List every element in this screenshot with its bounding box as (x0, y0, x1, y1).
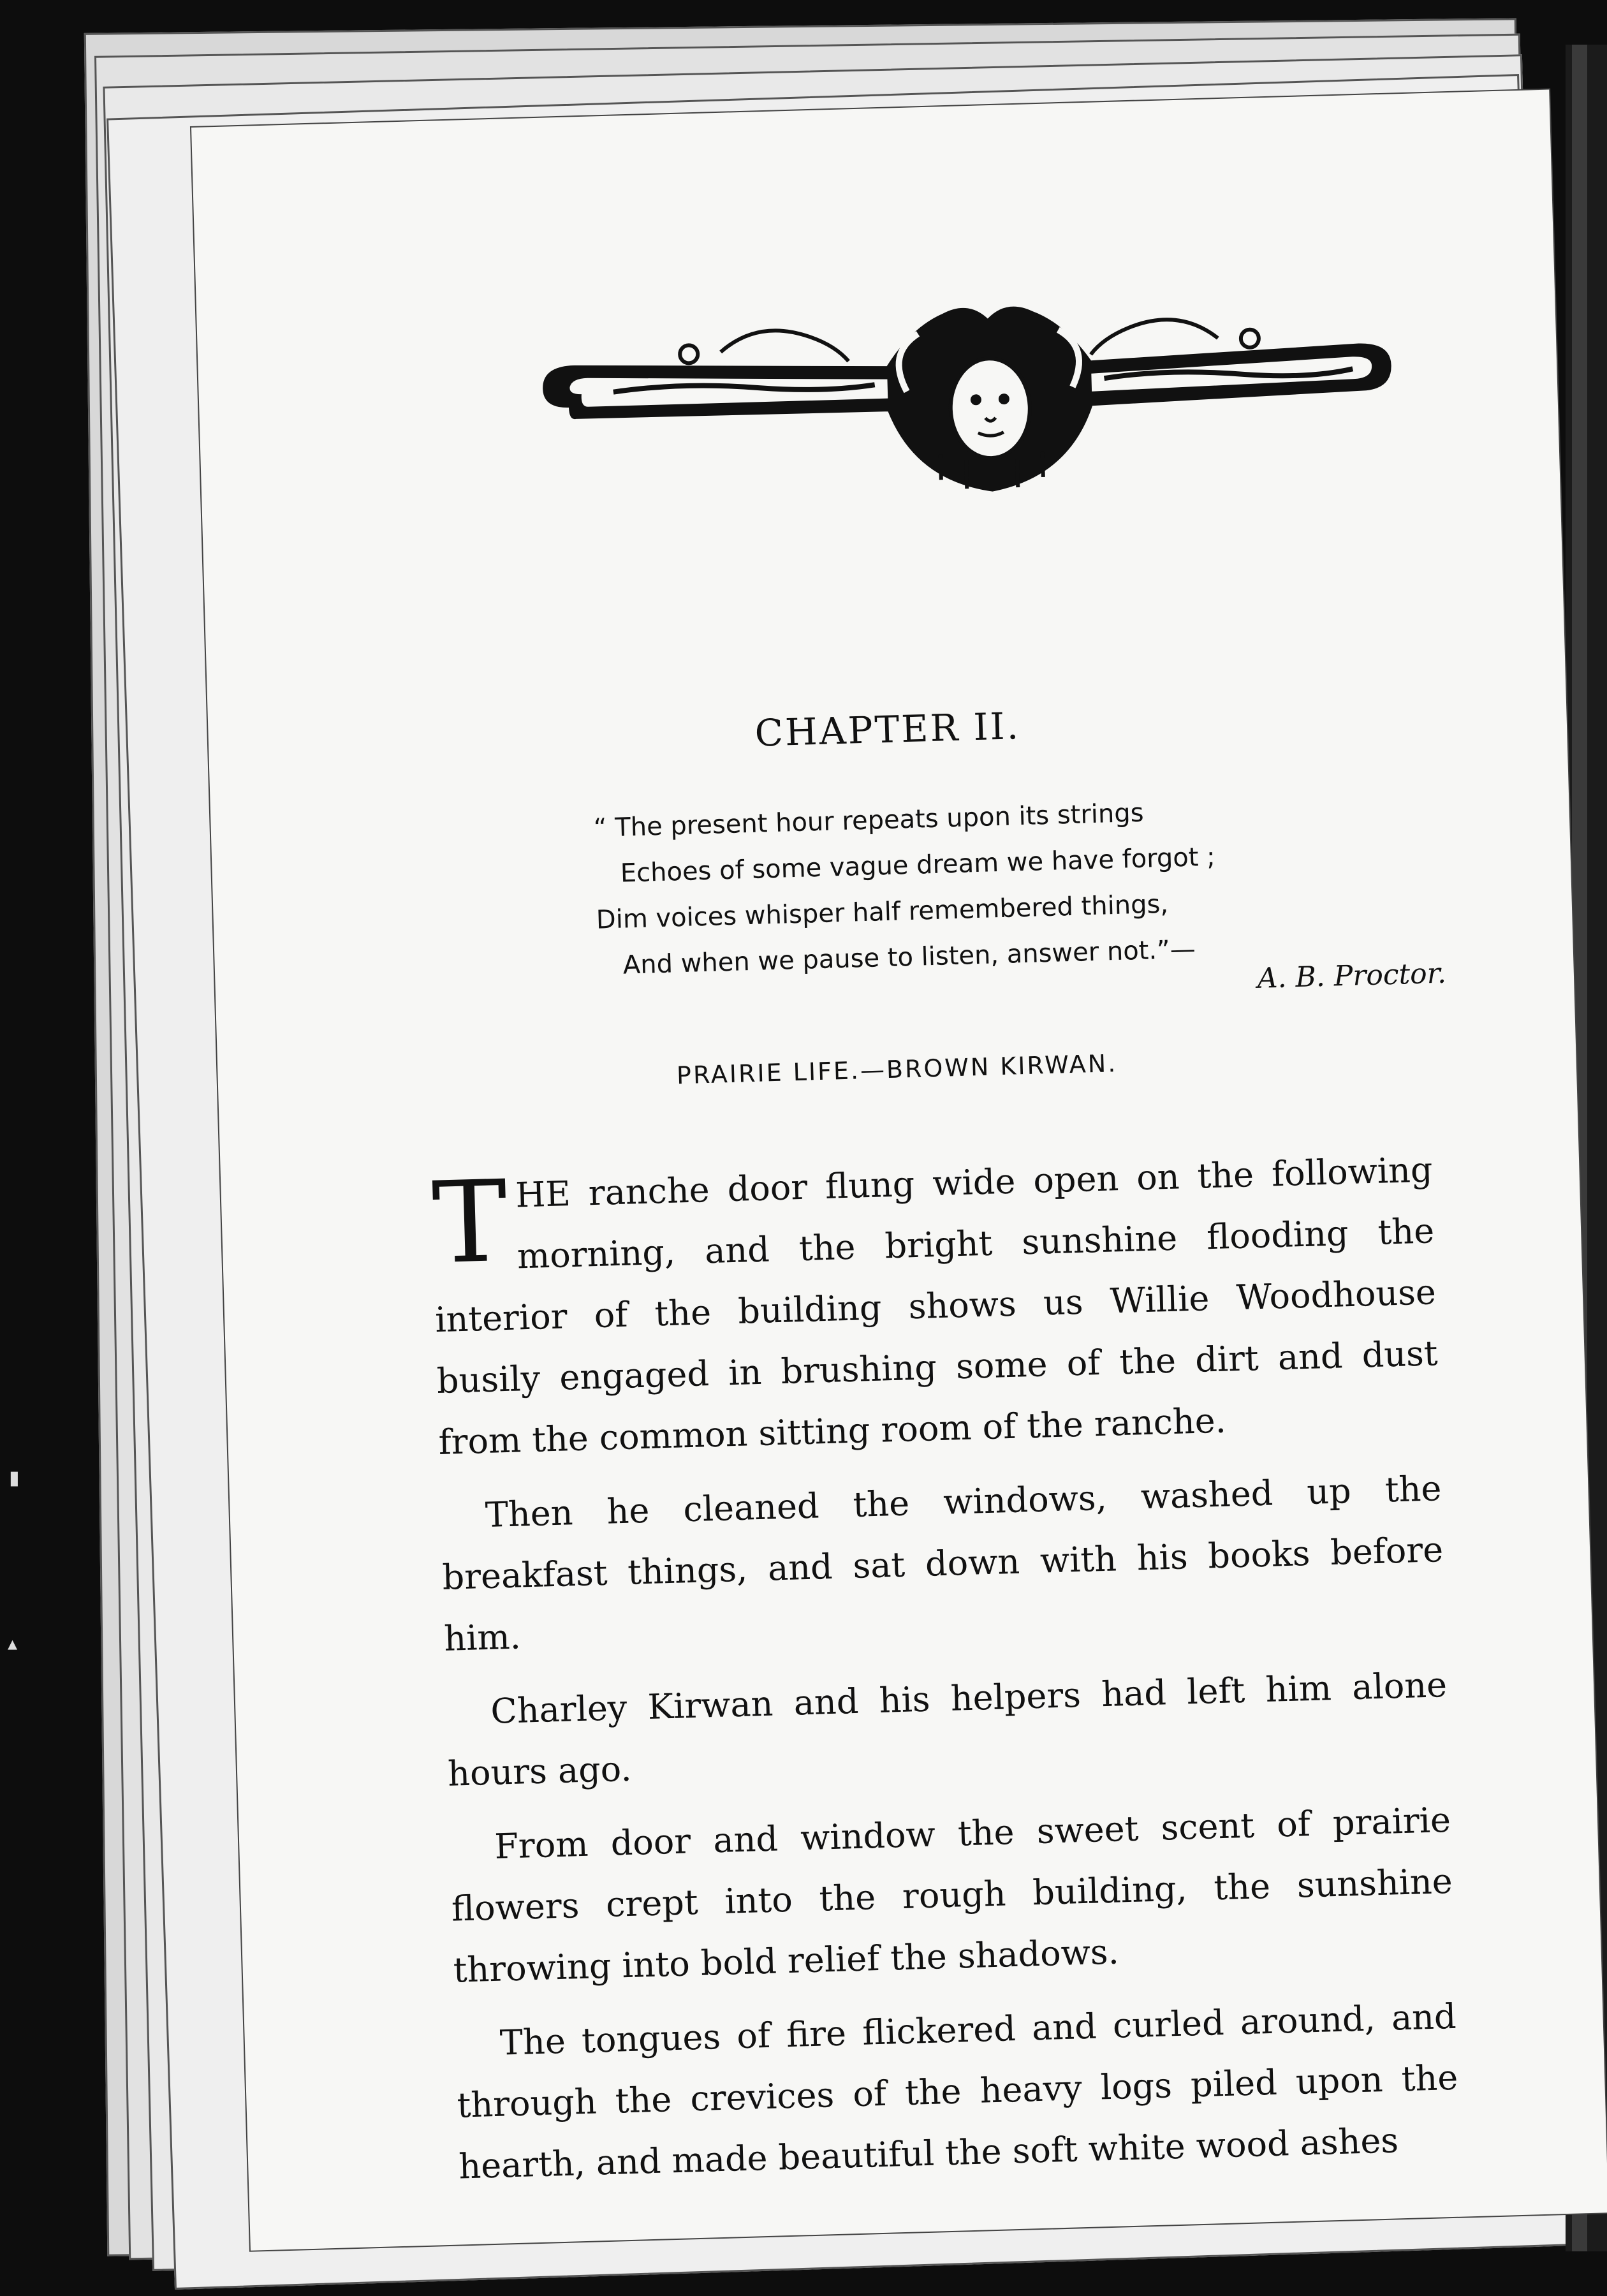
chapter-body (431, 1139, 1461, 2210)
paragraph: From door and window the sweet scent of prairie flowers crept into the rough building, the sunshine throwing into bold relief the shadows. (451, 1799, 1453, 1991)
drop-cap: T (430, 1156, 510, 1290)
paragraph: The tongues of fire flickered and curled around, and through the crevices of the heavy logs piled upon the hearth, and made beautiful the soft white wood ashes (456, 1996, 1459, 2187)
margin-speck: ▮ (9, 1467, 20, 1489)
margin-speck: ▴ (8, 1633, 18, 1655)
epigraph (593, 783, 1427, 989)
epigraph-line: “ The present hour repeats upon its strings (593, 798, 1145, 843)
chapter-title: CHAPTER II. (754, 704, 1021, 755)
headpiece-ornament (528, 276, 1414, 510)
epigraph-line: And when we pause to listen, answer not.”— (622, 934, 1196, 980)
epigraph-line: Dim voices whisper half remembered things, (596, 889, 1169, 935)
book-page (191, 90, 1607, 2251)
paragraph (431, 1139, 1441, 1473)
section-heading: PRAIRIE LIFE.—BROWN KIRWAN. (676, 1049, 1118, 1090)
paragraph-text: HE ranche door flung wide open on the following morning, and the bright sunshine flooding the interior of the building shows us Willie Woodhouse busily engaged in brushing some of the dirt and dust from the common sitting room of the ranche. (434, 1149, 1439, 1462)
epigraph-line: Echoes of some vague dream we have forgot ; (620, 842, 1216, 888)
epigraph-attribution: A. B. Proctor. (1257, 957, 1447, 995)
paragraph: Then he cleaned the windows, washed up the breakfast things, and sat down with his books before him. (441, 1468, 1444, 1659)
page-content (191, 90, 1607, 2251)
paragraph: Charley Kirwan and his helpers had left him alone hours ago. (447, 1664, 1448, 1794)
